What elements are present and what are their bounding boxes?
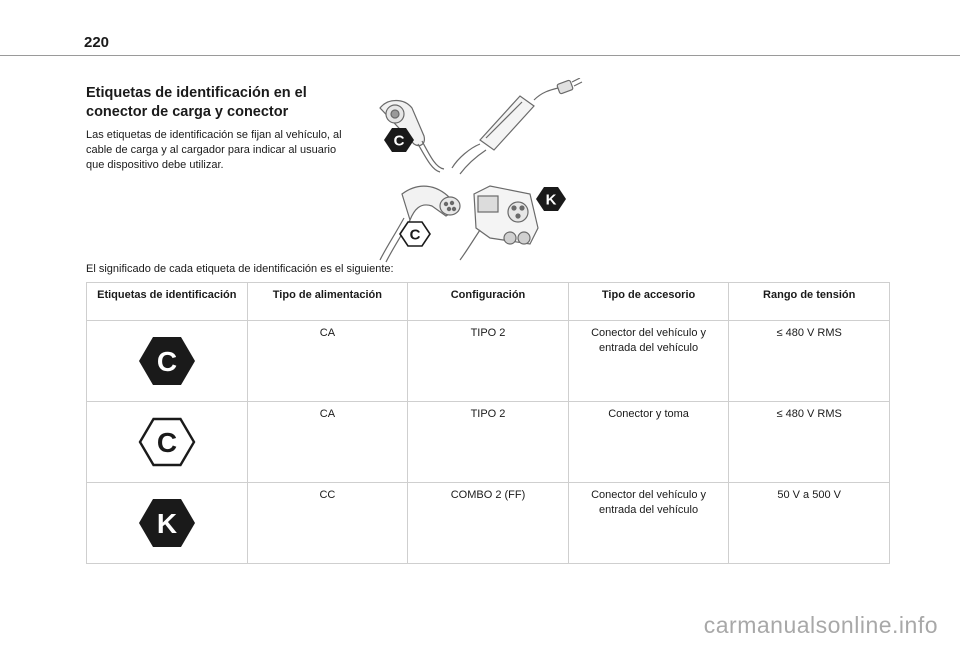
section-title: Etiquetas de identificación en el conector de carga y conector xyxy=(86,85,307,120)
config-cell: TIPO 2 xyxy=(408,402,569,483)
badge-text: C xyxy=(156,346,177,377)
section-body: Las etiquetas de identificación se fijan al vehículo, al cable de carga y al cargador para indicar al usuario que dispositivo debe utilizar. xyxy=(86,129,342,171)
table-row xyxy=(87,402,890,483)
power-cell: CC xyxy=(247,483,408,564)
badge-label-3: K xyxy=(545,191,557,209)
intro-line: El significado de cada etiqueta de identificación es el siguiente: xyxy=(86,263,394,275)
label-cell xyxy=(87,483,248,564)
header-label: Etiquetas de identificación xyxy=(87,283,248,321)
table-header-row xyxy=(87,283,890,321)
badge-text: K xyxy=(156,508,177,539)
header-voltage: Rango de tensión xyxy=(729,283,890,321)
accessory-cell: Conector del vehículo y entrada del vehículo xyxy=(568,483,729,564)
vehicle-inlet-icon xyxy=(460,186,538,260)
badge-label-1: C xyxy=(393,132,405,150)
accessory-cell: Conector y toma xyxy=(568,402,729,483)
label-cell xyxy=(87,321,248,402)
header-accessory: Tipo de accesorio xyxy=(568,283,729,321)
power-cell: CA xyxy=(247,402,408,483)
label-cell xyxy=(87,402,248,483)
table-row xyxy=(87,483,890,564)
charging-cable-box-icon xyxy=(452,78,582,174)
badge-c-outline-icon xyxy=(137,416,197,468)
header-config: Configuración xyxy=(408,283,569,321)
config-cell: TIPO 2 xyxy=(408,321,569,402)
page-number: 220 xyxy=(84,34,110,51)
badge-c-filled-icon xyxy=(137,335,197,387)
header-rule xyxy=(0,55,960,56)
badge-c-outline-icon xyxy=(400,222,430,246)
voltage-cell: 50 V a 500 V xyxy=(729,483,890,564)
watermark: carmanualsonline.info xyxy=(703,612,938,638)
power-cell: CA xyxy=(247,321,408,402)
badge-k-filled-icon xyxy=(536,187,566,211)
table-row xyxy=(87,321,890,402)
config-cell: COMBO 2 (FF) xyxy=(408,483,569,564)
voltage-cell: ≤ 480 V RMS xyxy=(729,402,890,483)
label-table xyxy=(86,282,890,564)
badge-text: C xyxy=(156,427,177,458)
voltage-cell: ≤ 480 V RMS xyxy=(729,321,890,402)
header-power: Tipo de alimentación xyxy=(247,283,408,321)
badge-label-2: C xyxy=(409,226,421,244)
accessory-cell: Conector del vehículo y entrada del vehículo xyxy=(568,321,729,402)
charging-illustration xyxy=(362,78,592,264)
badge-k-filled-icon xyxy=(137,497,197,549)
